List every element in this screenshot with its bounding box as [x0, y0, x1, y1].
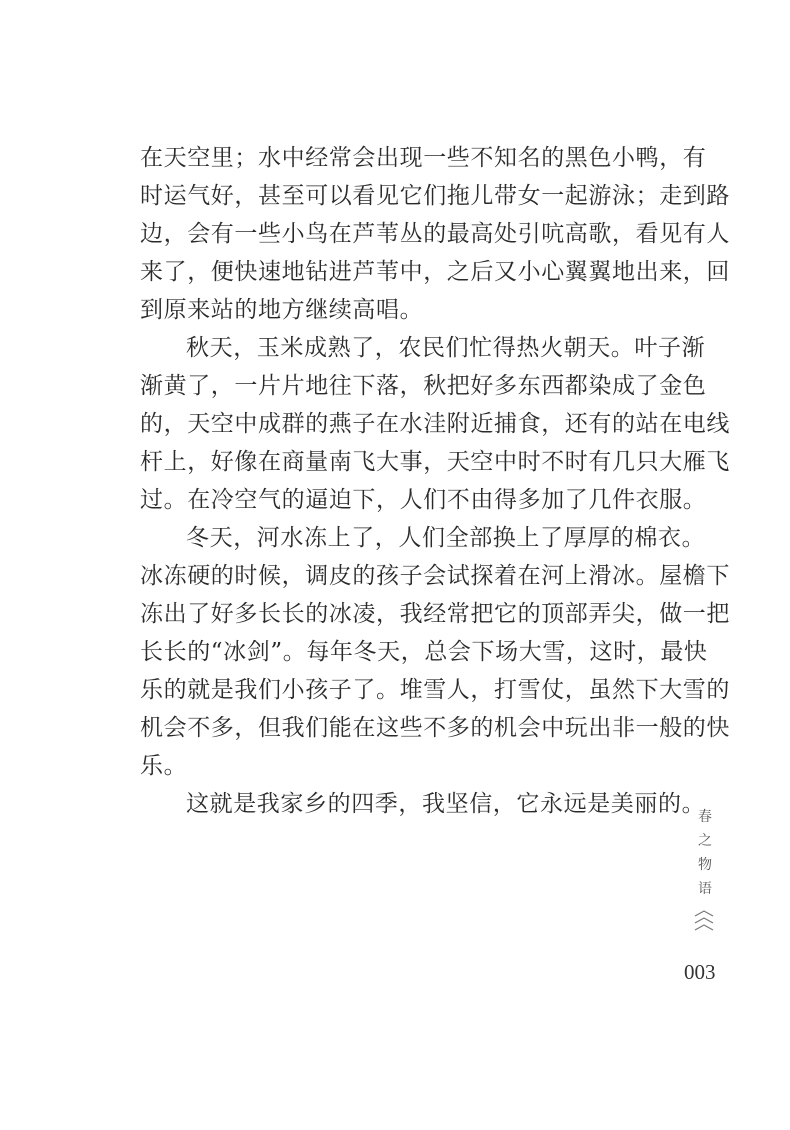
body-line-3: 边，会有一些小鸟在芦苇丛的最高处引吭高歌，看见有人: [140, 221, 730, 247]
body-line-12: 冰冻硬的时候，调皮的孩子会试探着在河上滑冰。屋檐下: [140, 563, 730, 589]
body-line-16: 机会不多，但我们能在这些不多的机会中玩出非一般的快: [140, 715, 730, 741]
body-line-2: 时运气好，甚至可以看见它们拖儿带女一起游泳；走到路: [140, 183, 730, 209]
body-line-9: 杆上，好像在商量南飞大事，天空中时不时有几只大雁飞: [140, 449, 730, 475]
body-line-5: 到原来站的地方继续高唱。: [140, 297, 424, 323]
page-number: 003: [684, 960, 716, 984]
body-line-4: 来了，便快速地钻进芦苇中，之后又小心翼翼地出来，回: [140, 259, 730, 285]
body-line-14: 长长的“冰剑”。每年冬天，总会下场大雪，这时，最快: [140, 639, 708, 665]
body-line-1: 在天空里；水中经常会出现一些不知名的黑色小鸭，有: [140, 145, 707, 171]
body-line-15: 乐的就是我们小孩子了。堆雪人，打雪仗，虽然下大雪的: [140, 677, 730, 703]
body-line-7: 渐黄了，一片片地往下落，秋把好多东西都染成了金色: [140, 373, 707, 399]
side-book-title: [690, 805, 720, 901]
side-title-char-2: 之: [698, 833, 712, 849]
body-line-6: 秋天，玉米成熟了，农民们忙得热火朝天。叶子渐: [186, 335, 706, 361]
side-title-char-4: 语: [698, 881, 712, 897]
body-line-13: 冻出了好多长长的冰凌，我经常把它的顶部弄尖，做一把: [140, 601, 730, 627]
body-line-8: 的，天空中成群的燕子在水洼附近捕食，还有的站在电线: [140, 411, 730, 437]
body-line-10: 过。在冷空气的逼迫下，人们不由得多加了几件衣服。: [140, 487, 707, 513]
side-title-char-1: 春: [698, 809, 712, 825]
body-line-18: 这就是我家乡的四季，我坚信，它永远是美丽的。: [186, 791, 706, 817]
body-line-11: 冬天，河水冻上了，人们全部换上了厚厚的棉衣。: [186, 525, 706, 551]
body-line-17: 乐。: [140, 753, 188, 779]
side-title-char-3: 物: [698, 857, 712, 873]
triple-chevron-up-icon: [691, 908, 717, 934]
